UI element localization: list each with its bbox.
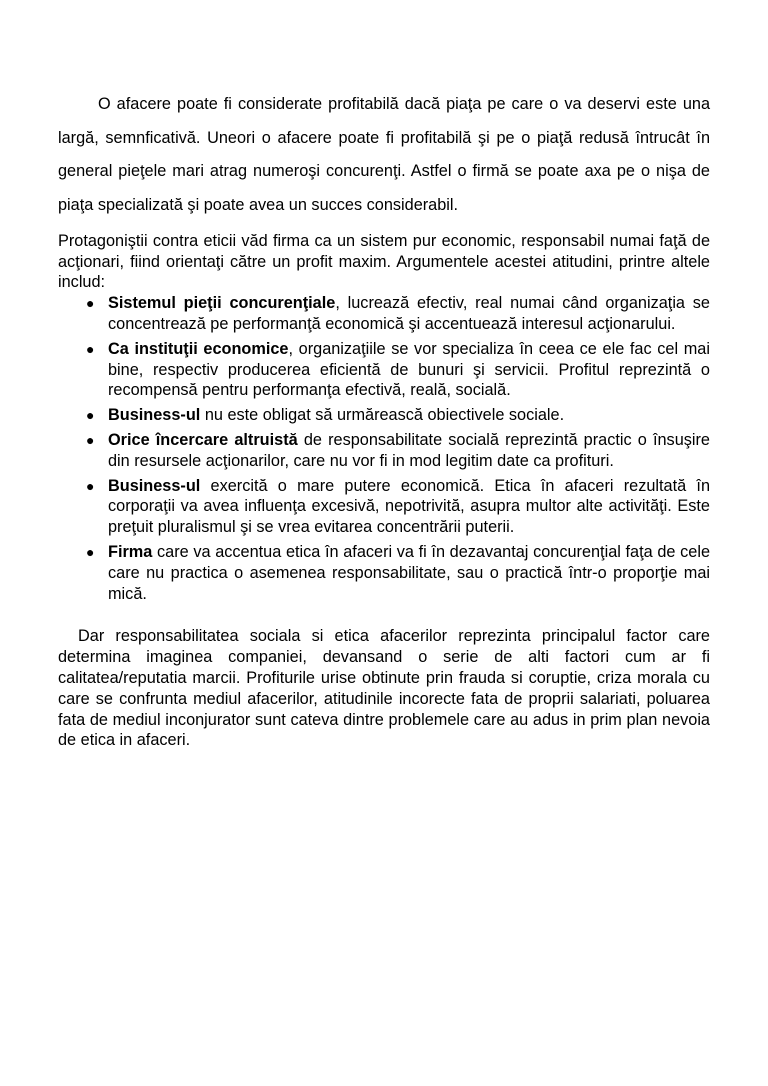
list-item-text: de responsabilitate socială reprezintă practic o însuşire din resursele acţionarilor, care nu vor fi in mod legitim date ca profituri. — [108, 430, 710, 470]
list-item — [58, 339, 710, 401]
list-item — [58, 542, 710, 604]
list-item-bold: Ca instituţii economice — [108, 339, 289, 358]
list-item — [58, 476, 710, 538]
bullet-icon: ● — [86, 407, 95, 424]
document-page — [58, 88, 710, 751]
list-item — [58, 293, 710, 335]
list-item-bold: Business-ul — [108, 406, 201, 425]
arguments-list — [58, 293, 710, 604]
intro-paragraph: O afacere poate fi considerate profitabilă dacă piaţa pe care o va deservi este una largă, semnficativă. Uneori o afacere poate fi profitabilă şi pe o piaţă redusă întrucât în general pieţele mari atrag numeroşi concurenţi. Astfel o firmă se poate axa pe o nişa de piaţa specializată şi poate avea un succes considerabil. — [58, 95, 710, 215]
list-item-text: , organizaţiile se vor specializa în ceea ce ele fac cel mai bine, respectiv producerea eficientă de bunuri şi servicii. Profitul reprezintă o recompensă pentru performanţa efectivă, reală, socială. — [108, 339, 710, 400]
list-item-text: care va accentua etica în afaceri va fi în dezavantaj concurenţial faţa de cele care nu practica o asemenea responsabilitate, sau o practică într-o proporţie mai mică. — [108, 542, 710, 603]
bullet-icon: ● — [86, 295, 95, 312]
list-item — [58, 430, 710, 472]
list-item-bold: Firma — [108, 542, 153, 561]
list-item-bold: Sistemul pieţii concurenţiale — [108, 294, 336, 313]
list-item-text: nu este obligat să urmărească obiectivele sociale. — [200, 406, 565, 425]
bullet-icon: ● — [86, 543, 95, 560]
list-item-text: exercită o mare putere economică. Etica în afaceri rezultată în corporaţii va avea influenţa excesivă, nepotrivită, asupra multor alte activităţi. Este preţuit pluralismul şi se vrea evitarea concentrării puterii. — [108, 476, 710, 537]
bullet-icon: ● — [86, 477, 95, 494]
bullet-icon: ● — [86, 431, 95, 448]
list-item-bold: Business-ul — [108, 476, 201, 495]
arguments-intro-paragraph: Protagoniştii contra eticii văd firma ca un sistem pur economic, responsabil numai faţă de acţionari, fiind orientaţi către un profit maxim. Argumentele acestei atitudini, printre altele includ: — [58, 231, 710, 292]
list-item-bold: Orice încercare altruistă — [108, 430, 298, 449]
list-item — [58, 405, 710, 426]
conclusion-paragraph: Dar responsabilitatea sociala si etica afacerilor reprezinta principalul factor care determina imaginea companiei, devansand o serie de alti factori cum ar fi calitatea/reputatia marcii. Profiturile urise obtinute prin frauda si coruptie, criza morala cu care se confrunta mediul afacerilor, atitudinile incorecte fata de proprii salariati, poluarea fata de mediul inconjurator sunt cateva dintre problemele care au adus in prim plan nevoia de etica in afaceri. — [58, 627, 710, 750]
list-item-text: , lucrează efectiv, real numai când organizaţia se concentrează pe performanţă economică şi accentuează interesul acţionarului. — [108, 294, 710, 333]
bullet-icon: ● — [86, 340, 95, 357]
